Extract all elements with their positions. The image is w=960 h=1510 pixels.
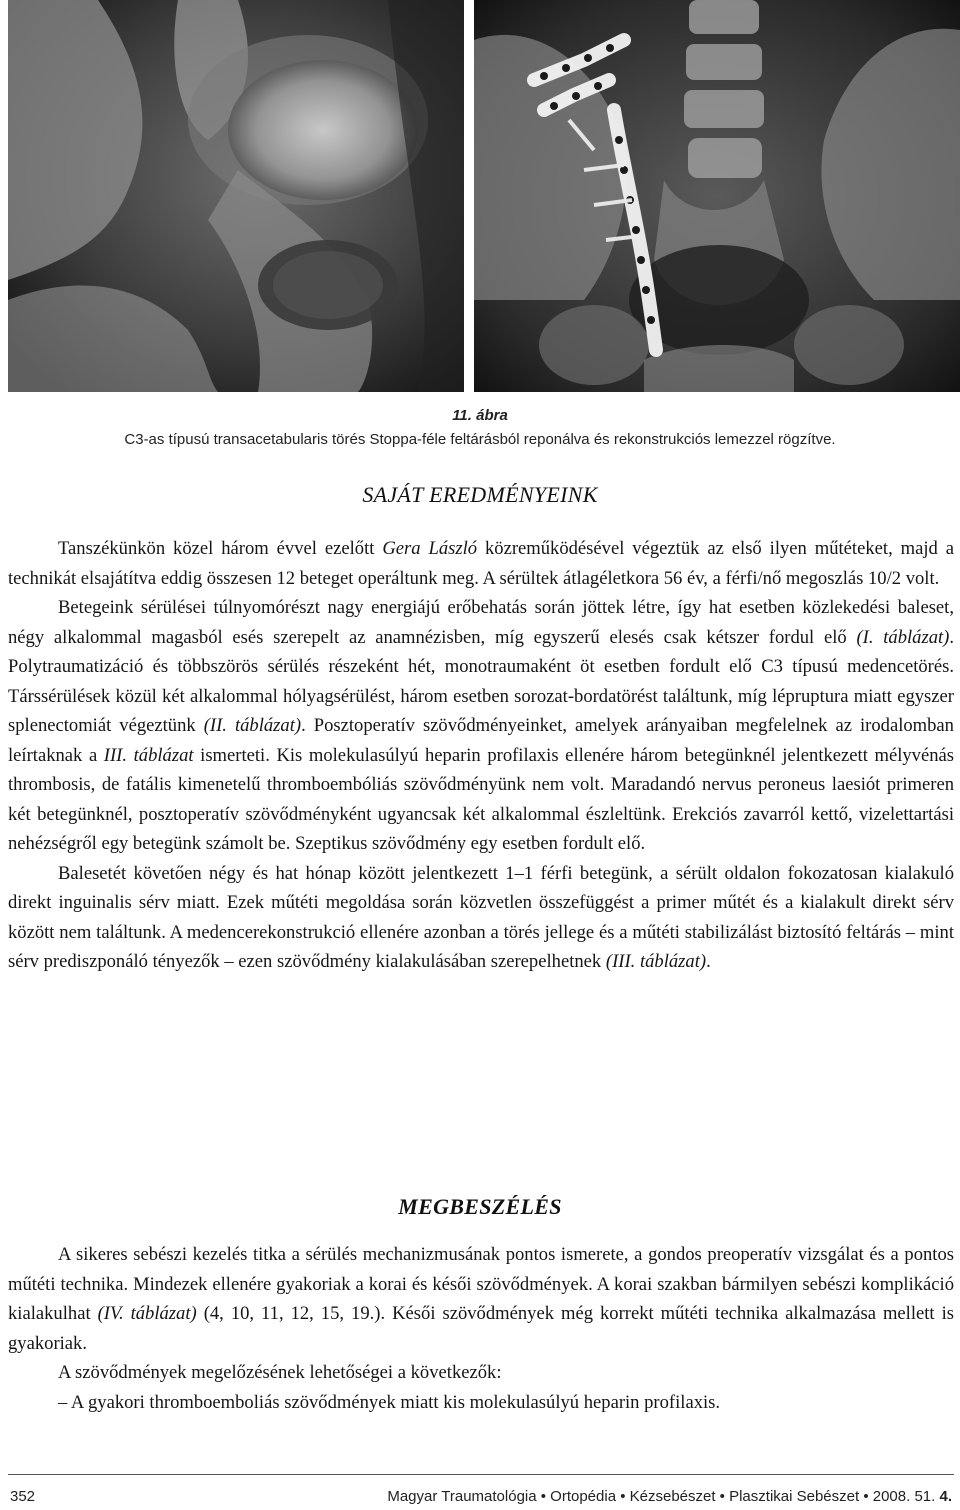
paragraph: A sikeres sebészi kezelés titka a sérülés mechanizmusának pontos ismerete, a gondos preoperatív vizsgálat és a pontos műtéti technika. Mindezek ellenére gyakoriak a korai és késői szövődmények. A korai szakban bármilyen sebészi komplikáció kialakulhat (IV. táblázat) (4, 10, 11, 12, 15, 19.). Késői szövődmények még korrekt műtéti technika alkalmazása mellett is gyakoriak.: [8, 1244, 954, 1354]
paragraph: Tanszékünkön közel három évvel ezelőtt Gera László közreműködésével végeztük az első ilyen műtéteket, majd a technikát elsajátítva eddig összesen 12 beteget operáltunk meg. A sérültek átlagéletkora 56 év, a férfi/nő megoszlás 10/2 volt.: [8, 538, 954, 589]
section-heading-discussion: MEGBESZÉLÉS: [398, 1194, 562, 1219]
xray-image-hip: [8, 0, 464, 392]
journal-citation: Magyar Traumatológia • Ortopédia • Kézsebészet • Plasztikai Sebészet • 2008. 51. 4.: [387, 1488, 952, 1505]
paragraph: A szövődmények megelőzésének lehetőségei a következők:: [58, 1362, 502, 1383]
paragraph: Balesetét követően négy és hat hónap között jelentkezett 1–1 férfi betegünk, a sérült oldalon fokozatosan kialakuló direkt inguinalis sérv miatt. Ezek műtéti megoldása során közvetlen összefüggést a primer műtét és a kialakult direkt sérv között nem találtunk. A medencerekonstrukció ellenére azonban a törés jellege és a műtéti stabilizálást biztosító feltárás – mint sérv prediszponáló tényezők – ezen szövődmény kialakulásában szerepelhetnek (III. táblázat).: [8, 862, 954, 972]
figure-number: 11. ábra: [452, 407, 508, 424]
results-section: [8, 534, 954, 977]
paragraph: Betegeink sérülései túlnyomórészt nagy energiájú erőbehatás során jöttek létre, így hat esetben közlekedési baleset, négy alkalommal magasból esés szerepelt az anamnézisben, míg egyszerű elesés csak kétszer fordul elő (I. táblázat). Polytraumatizáció és többszörös sérülés részeként hét, monotraumaként öt esetben fordult elő C3 típusú medencetörés. Társsérülések közül két alkalommal hólyagsérülést, három esetben sorozat-bordatörést találtunk, míg lépruptura miatt egyszer splenectomiát végeztünk (II. táblázat). Posztoperatív szövődményeinket, amelyek arányaiban megfelelnek az irodalomban leírtaknak a III. táblázat ismerteti. Kis molekulasúlyú heparin profilaxis ellenére három betegünknél jelentkezett mélyvénás thrombosis, de fatális kimenetelű thromboembóliás szövődményünk nem volt. Maradandó nervus peroneus laesiót primeren két betegünknél, posztoperatív szövődményként ugyancsak két alkalommal észleltünk. Erekciós zavarról kettő, vizelettartási nehézségről egy betegünk számolt be. Szeptikus szövődmény egy esetben fordult elő.: [8, 597, 955, 854]
section-heading-results: SAJÁT EREDMÉNYEINK: [362, 482, 598, 507]
page-number: 352: [10, 1488, 36, 1505]
list-item: – A gyakori thromboemboliás szövődmények miatt kis molekulasúlyú heparin profilaxis.: [58, 1391, 721, 1413]
xray-image-pelvis: [474, 0, 960, 392]
discussion-section: [8, 1240, 954, 1417]
figure-caption: [0, 404, 960, 452]
figure-caption-text: C3-as típusú transacetabularis törés Stoppa-féle feltárásból reponálva és rekonstrukciós lemezzel rögzítve.: [124, 431, 836, 448]
figure-images: [8, 0, 960, 392]
footer-divider: [8, 1474, 954, 1475]
